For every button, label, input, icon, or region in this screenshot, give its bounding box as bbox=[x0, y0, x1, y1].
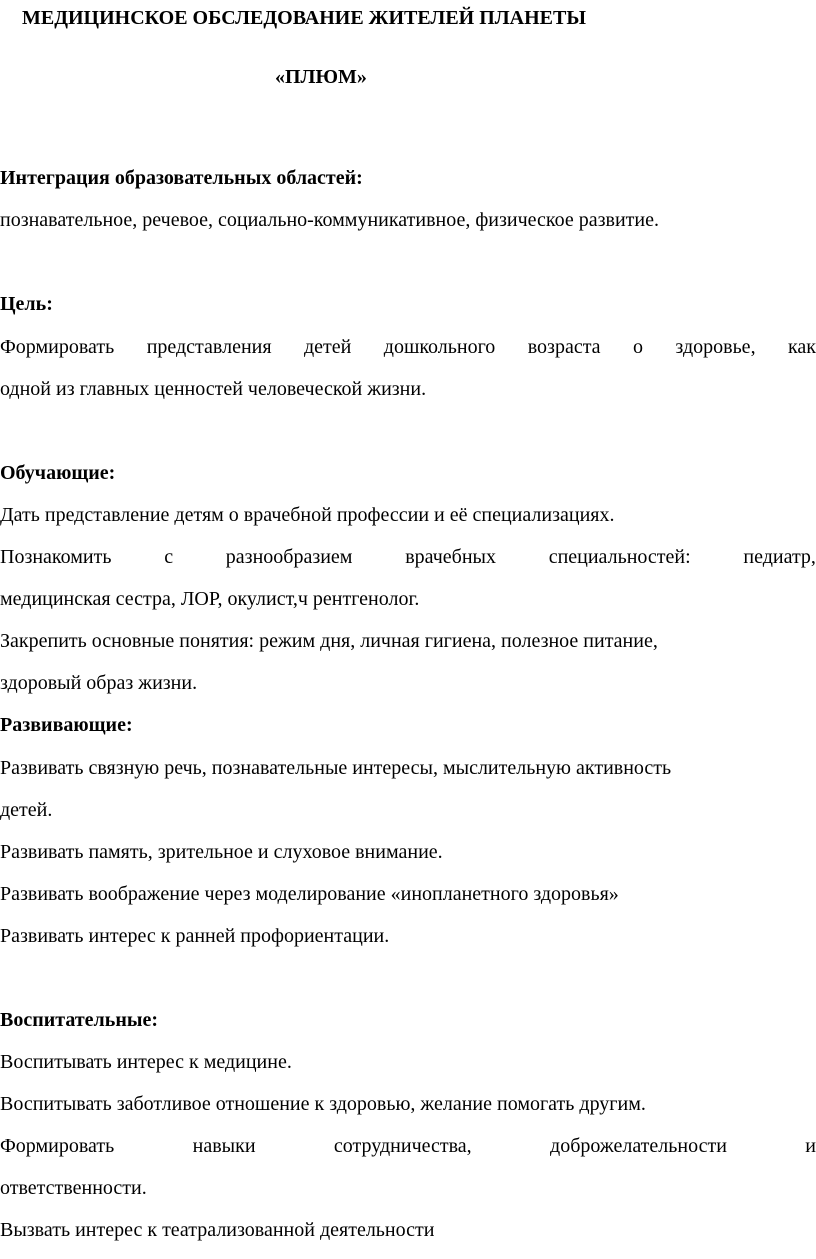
word: педиатр, bbox=[743, 546, 816, 568]
word: о bbox=[632, 336, 643, 358]
word: врачебных bbox=[405, 546, 496, 568]
educational-item-2: Воспитывать заботливое отношение к здоровью, желание помогать другим. bbox=[0, 1093, 646, 1115]
developing-item-1-line-2: детей. bbox=[0, 799, 53, 821]
educational-item-3-line-1 bbox=[0, 1133, 816, 1159]
word: Формировать bbox=[0, 336, 115, 358]
word: Формировать bbox=[0, 1135, 115, 1157]
word: детей bbox=[303, 336, 352, 358]
word: сотрудничества, bbox=[333, 1135, 472, 1157]
developing-heading: Развивающие: bbox=[0, 714, 133, 736]
developing-item-4: Развивать интерес к ранней профориентации. bbox=[0, 925, 390, 947]
word: разнообразием bbox=[225, 546, 353, 568]
teaching-item-3-line-1: Закрепить основные понятия: режим дня, личная гигиена, полезное питание, bbox=[0, 630, 658, 652]
title-line-2: «ПЛЮМ» bbox=[275, 66, 367, 88]
integration-text: познавательное, речевое, социально-коммуникативное, физическое развитие. bbox=[0, 209, 659, 231]
word: специальностей: bbox=[548, 546, 691, 568]
word: с bbox=[164, 546, 174, 568]
word: и bbox=[805, 1135, 816, 1157]
word: как bbox=[787, 336, 816, 358]
title-line-1: МЕДИЦИНСКОЕ ОБСЛЕДОВАНИЕ ЖИТЕЛЕЙ ПЛАНЕТЫ bbox=[22, 7, 586, 29]
word: навыки bbox=[192, 1135, 256, 1157]
teaching-heading: Обучающие: bbox=[0, 462, 116, 484]
developing-item-1-line-1: Развивать связную речь, познавательные интересы, мыслительную активность bbox=[0, 757, 672, 779]
word: дошкольного bbox=[383, 336, 496, 358]
educational-item-4: Вызвать интерес к театрализованной деятельности bbox=[0, 1219, 435, 1241]
word: доброжелательности bbox=[550, 1135, 727, 1157]
word: Познакомить bbox=[0, 546, 112, 568]
teaching-item-2-line-2: медицинская сестра, ЛОР, окулист,ч рентгенолог. bbox=[0, 588, 420, 610]
developing-item-2: Развивать память, зрительное и слуховое внимание. bbox=[0, 841, 443, 863]
goal-text-line-2: одной из главных ценностей человеческой жизни. bbox=[0, 378, 427, 400]
educational-item-1: Воспитывать интерес к медицине. bbox=[0, 1051, 292, 1073]
integration-heading: Интеграция образовательных областей: bbox=[0, 167, 363, 189]
goal-heading: Цель: bbox=[0, 293, 53, 315]
word: возраста bbox=[527, 336, 601, 358]
goal-text-line-1 bbox=[0, 334, 816, 360]
educational-item-3-line-2: ответственности. bbox=[0, 1177, 147, 1199]
teaching-item-1: Дать представление детям о врачебной профессии и её специализациях. bbox=[0, 504, 615, 526]
word: здоровье, bbox=[675, 336, 756, 358]
word: представления bbox=[146, 336, 272, 358]
educational-heading: Воспитательные: bbox=[0, 1009, 158, 1031]
developing-item-3: Развивать воображение через моделирование «инопланетного здоровья» bbox=[0, 883, 619, 905]
teaching-item-3-line-2: здоровый образ жизни. bbox=[0, 672, 198, 694]
teaching-item-2-line-1 bbox=[0, 544, 816, 570]
